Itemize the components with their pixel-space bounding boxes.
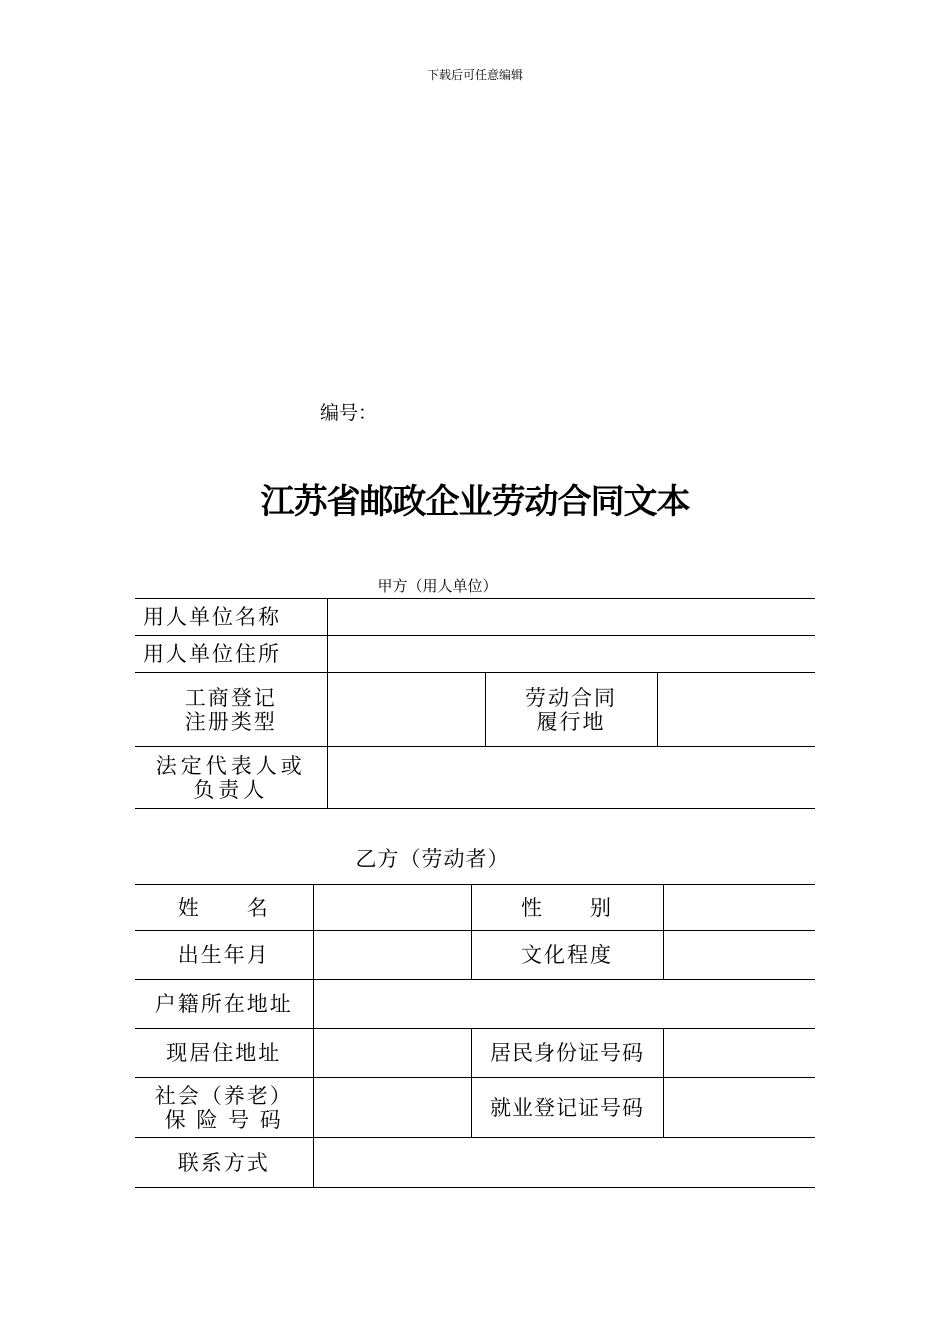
birth-date-label: 出生年月 [135,931,313,980]
registration-type-label-line1: 工商登记 [184,685,277,710]
table-row [135,673,815,747]
table-row [135,931,815,980]
employment-registration-field[interactable] [663,1078,815,1138]
party-a-table [135,598,815,809]
insurance-number-label-line2: 保 险 号 码 [164,1107,283,1132]
insurance-number-label-line1: 社会（养老） [154,1083,293,1108]
id-number-field[interactable] [663,1029,815,1078]
table-row [135,599,815,636]
legal-representative-field[interactable] [327,747,815,809]
contract-place-label-line1: 劳动合同 [525,685,617,710]
party-a-caption: 甲方（用人单位） [377,577,498,595]
employment-registration-label: 就业登记证号码 [471,1078,663,1138]
household-address-field[interactable] [313,980,815,1029]
header-note: 下载后可任意编辑 [426,68,523,82]
contract-place-label [485,673,657,747]
employer-address-label: 用人单位住所 [135,636,327,673]
worker-name-field[interactable] [313,885,471,931]
table-row [135,1029,815,1078]
education-label: 文化程度 [471,931,663,980]
table-row [135,1138,815,1188]
registration-type-field[interactable] [327,673,485,747]
birth-date-field[interactable] [313,931,471,980]
gender-field[interactable] [663,885,815,931]
employer-name-label: 用人单位名称 [135,599,327,636]
legal-representative-label-line1: 法定代表人或 [155,753,306,778]
table-row [135,636,815,673]
table-row [135,980,815,1029]
insurance-number-label [135,1078,313,1138]
contract-place-field[interactable] [657,673,815,747]
contact-field[interactable] [313,1138,815,1188]
residence-address-field[interactable] [313,1029,471,1078]
registration-type-label-line2: 注册类型 [184,709,277,734]
party-b-caption: 乙方（劳动者） [355,847,510,871]
table-row [135,885,815,931]
document-number-label: 编号： [320,402,378,424]
gender-label: 性 别 [471,885,663,931]
residence-address-label: 现居住地址 [135,1029,313,1078]
household-address-label: 户籍所在地址 [135,980,313,1029]
contact-label: 联系方式 [135,1138,313,1188]
employer-name-field[interactable] [327,599,815,636]
party-b-table [135,884,815,1188]
document-title: 江苏省邮政企业劳动合同文本 [260,482,690,522]
contract-place-label-line2: 履行地 [536,709,606,734]
legal-representative-label-line2: 负责人 [193,777,269,802]
table-row [135,1078,815,1138]
insurance-number-field[interactable] [313,1078,471,1138]
legal-representative-label [135,747,327,809]
registration-type-label [135,673,327,747]
table-row [135,747,815,809]
employer-address-field[interactable] [327,636,815,673]
education-field[interactable] [663,931,815,980]
id-number-label: 居民身份证号码 [471,1029,663,1078]
worker-name-label: 姓 名 [135,885,313,931]
